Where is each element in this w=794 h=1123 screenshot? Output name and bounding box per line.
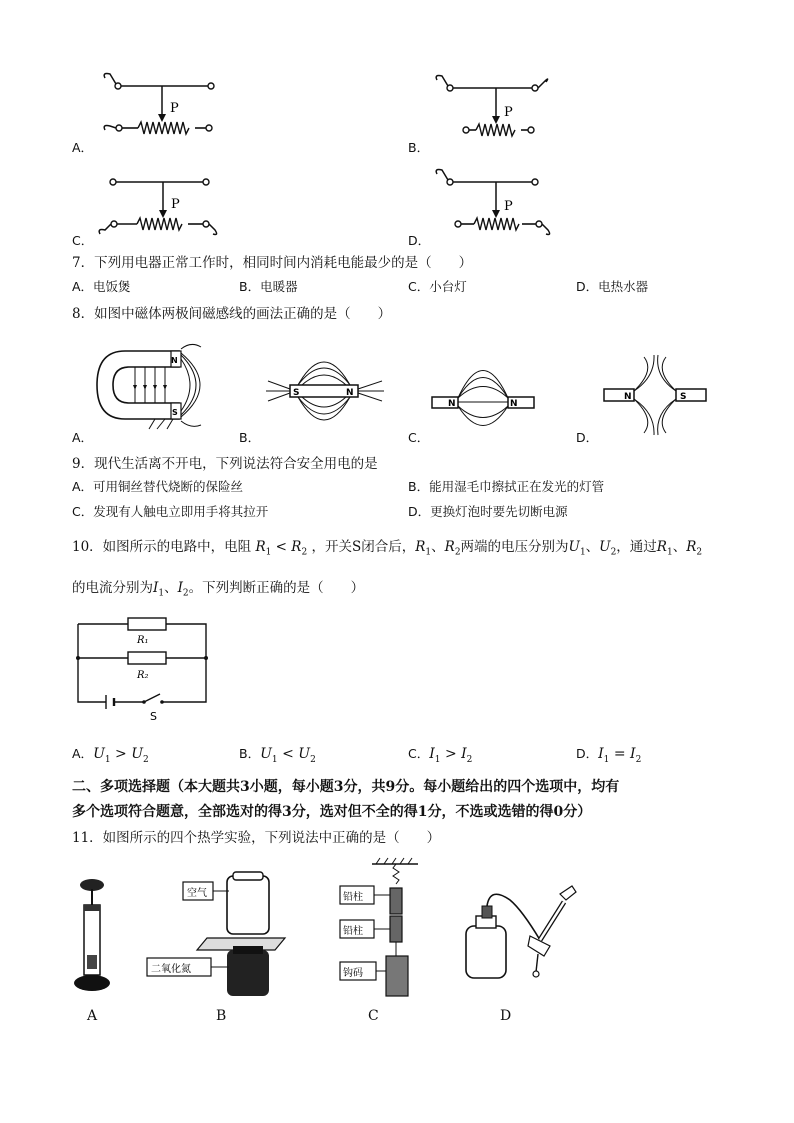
q10-option-b[interactable]: B．$U_1 < U_2$: [239, 746, 316, 765]
air-label: 空气: [187, 888, 207, 899]
q10-circuit-diagram: [76, 612, 216, 723]
pole-s: S: [680, 392, 687, 402]
q7-option-a[interactable]: A．电饭煲: [72, 279, 131, 294]
no2-label: 二氧化氮: [151, 964, 191, 975]
q7-option-b[interactable]: B．电暖器: [239, 279, 298, 294]
q8-stem: 8．如图中磁体两极间磁感线的画法正确的是（ ）: [72, 306, 392, 322]
q6-figure-d: [432, 166, 562, 246]
q10-stem-line1: 10．如图所示的电路中，电阻 $R_1 < R_2$ ，开关S闭合后，$R_1$、$R_2$两端的电压分别为$U_1$、$U_2$，通过$R_1$、$R_2$: [72, 539, 703, 558]
q11-figure-c-lead-cylinders: [338, 858, 423, 1008]
section2-heading-line2: 多个选项符合题意，全部选对的得3分，选对但不全的得1分，不选或选错的得0分）: [72, 804, 592, 820]
q8-figure-c-two-n: [430, 345, 545, 430]
lead-cylinder-1-label: 铅柱: [343, 892, 363, 903]
q6-option-d-label[interactable]: D．: [408, 233, 431, 248]
q6-figure-a: [100, 70, 230, 150]
q10-option-d[interactable]: D．$I_1 = I_2$: [576, 746, 642, 765]
q11-label-c: C: [368, 1008, 379, 1024]
q8-option-d-label[interactable]: D．: [576, 430, 599, 445]
pole-s: S: [172, 408, 178, 417]
q11-label-d: D: [500, 1008, 512, 1024]
q7-option-d[interactable]: D．电热水器: [576, 279, 649, 294]
r2-label: R₂: [137, 670, 149, 681]
q10-option-a[interactable]: A．$U_1 > U_2$: [72, 746, 149, 765]
q6-option-c-label[interactable]: C．: [72, 233, 94, 248]
q6-option-b-label[interactable]: B．: [408, 140, 430, 155]
q7-option-c[interactable]: C．小台灯: [408, 279, 467, 294]
pole-n: N: [346, 388, 354, 398]
q6-figure-c: [95, 172, 225, 252]
q8-option-a-label[interactable]: A．: [72, 430, 94, 445]
q9-option-a[interactable]: A．可用铜丝替代烧断的保险丝: [72, 479, 244, 494]
pole-n: N: [624, 392, 632, 402]
q8-figure-a-horseshoe: [95, 345, 220, 430]
pole-n: N: [510, 399, 518, 409]
q11-figure-d-bottle-pump: [460, 880, 590, 990]
section2-heading-line1: 二、多项选择题（本大题共3小题，每小题3分，共9分。每小题给出的四个选项中，均有: [72, 779, 620, 795]
q11-label-a: A: [87, 1008, 98, 1024]
q9-stem: 9．现代生活离不开电，下列说法符合安全用电的是: [72, 456, 378, 472]
q8-figure-d-n-s: [600, 355, 715, 435]
q10-stem-line2: 的电流分别为$I_1$、$I_2$。下列判断正确的是（ ）: [72, 580, 365, 599]
q8-option-c-label[interactable]: C．: [408, 430, 430, 445]
q9-option-d[interactable]: D．更换灯泡时要先切断电源: [408, 504, 568, 519]
q11-stem: 11．如图所示的四个热学实验，下列说法中正确的是（ ）: [72, 830, 441, 846]
weight-label: 钩码: [343, 968, 363, 979]
slider-p-label: P: [504, 105, 513, 120]
pole-s: S: [293, 388, 300, 398]
q8-option-b-label[interactable]: B．: [239, 430, 261, 445]
q10-option-c[interactable]: C．$I_1 > I_2$: [408, 746, 473, 765]
pole-n: N: [171, 356, 178, 365]
pole-n: N: [448, 399, 456, 409]
q9-option-b[interactable]: B．能用湿毛巾擦拭正在发光的灯管: [408, 479, 605, 494]
slider-p-label: P: [170, 101, 179, 116]
q8-figure-b-bar-sn: [262, 345, 392, 430]
q11-figure-a-piston: [70, 875, 120, 1000]
q11-label-b: B: [216, 1008, 227, 1024]
slider-p-label: P: [504, 199, 513, 214]
lead-cylinder-2-label: 铅柱: [343, 926, 363, 937]
r1-label: R₁: [137, 635, 149, 646]
q11-figure-b-gas-jars: [145, 870, 290, 1000]
q6-option-a-label[interactable]: A．: [72, 140, 94, 155]
q6-figure-b: [432, 72, 562, 152]
q7-stem: 7．下列用电器正常工作时，相同时间内消耗电能最少的是（ ）: [72, 255, 473, 271]
switch-label: S: [150, 710, 157, 723]
q9-option-c[interactable]: C．发现有人触电立即用手将其拉开: [72, 504, 269, 519]
slider-p-label: P: [171, 197, 180, 212]
